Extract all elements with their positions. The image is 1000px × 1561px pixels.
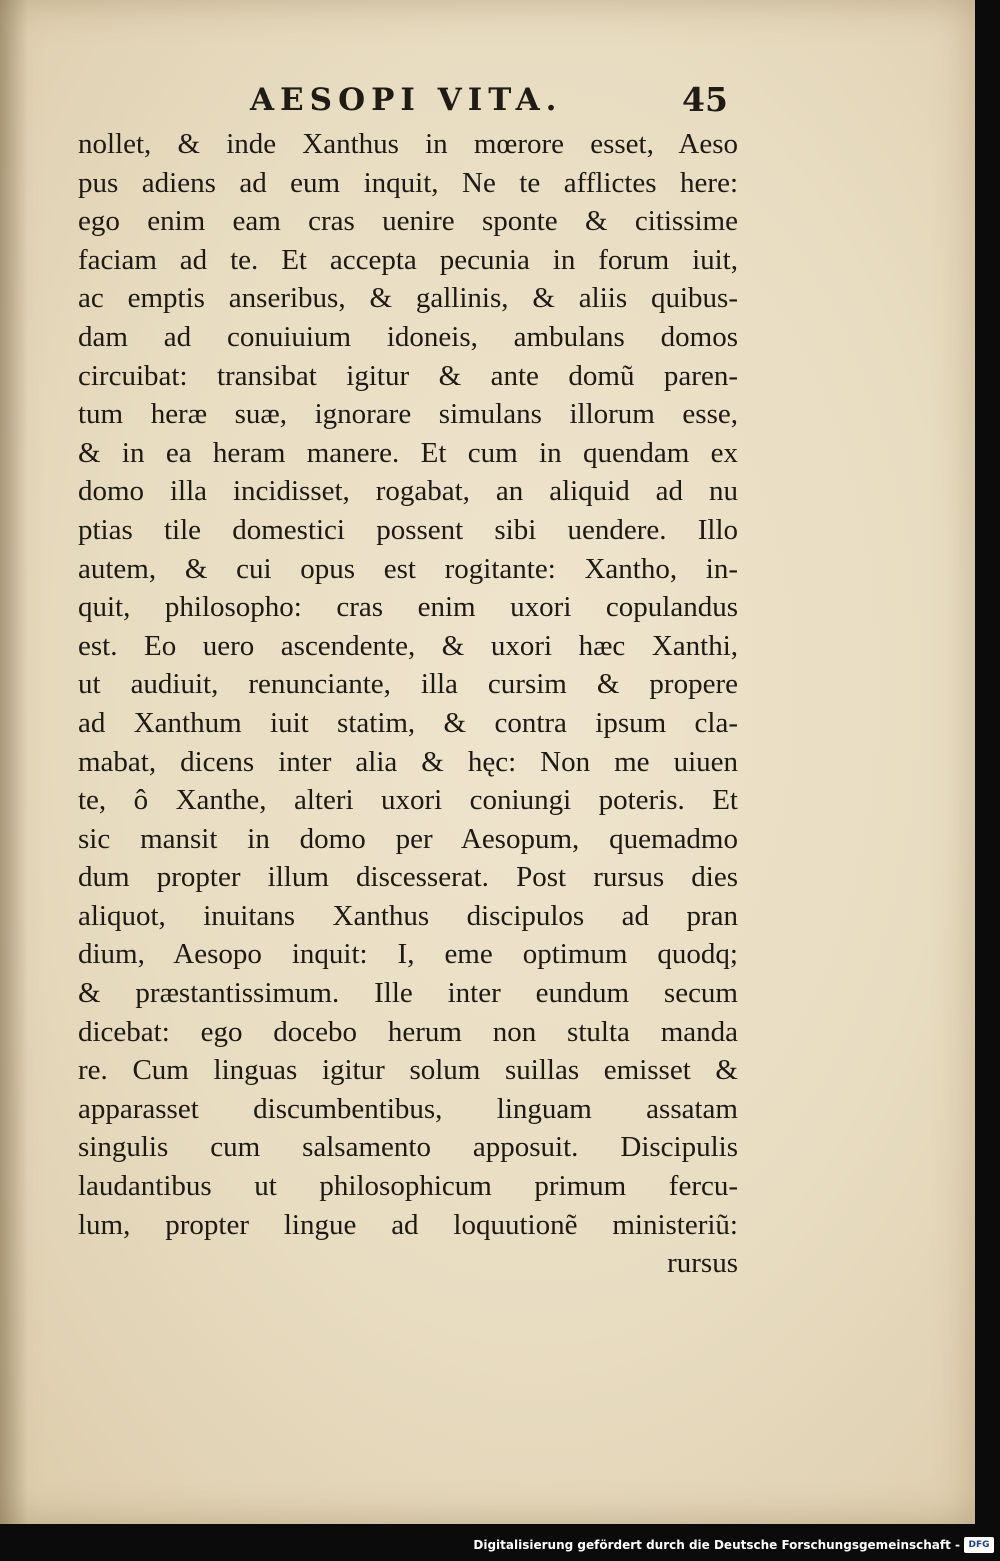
text-line: dum propter illum discesserat. Post rursus dies xyxy=(78,861,738,894)
text-line: ad Xanthum iuit statim, & contra ipsum cla- xyxy=(78,706,738,739)
text-line: ut audiuit, renunciante, illa cursim & propere xyxy=(78,668,738,701)
text-line: lum, propter lingue ad loquutionẽ ministeriũ: xyxy=(78,1208,738,1241)
text-line: re. Cum linguas igitur solum suillas emisset & xyxy=(78,1054,738,1087)
text-line: pus adiens ad eum inquit, Ne te afflictes here: xyxy=(78,166,738,199)
text-line: aliquot, inuitans Xanthus discipulos ad pran xyxy=(78,899,738,932)
text-line: autem, & cui opus est rogitante: Xantho, in- xyxy=(78,552,738,585)
text-line: laudantibus ut philosophicum primum fercu- xyxy=(78,1170,738,1203)
page-gutter-shadow xyxy=(0,0,28,1524)
funding-notice: Digitalisierung gefördert durch die Deutsche Forschungsgemeinschaft - xyxy=(473,1538,960,1552)
footer-bar xyxy=(0,1524,1000,1561)
text-line: & in ea heram manere. Et cum in quendam ex xyxy=(78,436,738,469)
text-line: quit, philosopho: cras enim uxori copulandus xyxy=(78,591,738,624)
text-line: nollet, & inde Xanthus in mœrore esset, Aeso xyxy=(78,128,738,160)
text-block xyxy=(78,125,738,1283)
text-line: faciam ad te. Et accepta pecunia in forum iuit, xyxy=(78,243,738,276)
page-number: 45 xyxy=(682,80,728,119)
text-line: te, ô Xanthe, alteri uxori coniungi poteris. Et xyxy=(78,784,738,817)
text-line: & præstantissimum. Ille inter eundum secum xyxy=(78,977,738,1010)
text-line: dicebat: ego docebo herum non stulta manda xyxy=(78,1015,738,1048)
text-line: mabat, dicens inter alia & hęc: Non me uiuen xyxy=(78,745,738,778)
text-line: ac emptis anseribus, & gallinis, & aliis quibus- xyxy=(78,282,738,315)
text-line: circuibat: transibat igitur & ante domũ paren- xyxy=(78,359,738,392)
text-line: ptias tile domestici possent sibi uendere. Illo xyxy=(78,513,738,546)
text-line: tum heræ suæ, ignorare simulans illorum esse, xyxy=(78,398,738,431)
dfg-logo-icon: DFG xyxy=(964,1537,994,1553)
text-line: singulis cum salsamento apposuit. Discipulis xyxy=(78,1131,738,1164)
catchword: rursus xyxy=(667,1247,738,1280)
text-line: domo illa incidisset, rogabat, an aliquid ad nu xyxy=(78,475,738,508)
text-line: ego enim eam cras uenire sponte & citissime xyxy=(78,205,738,238)
running-head: AESOPI VITA. xyxy=(250,82,563,118)
text-line: apparasset discumbentibus, linguam assatam xyxy=(78,1092,738,1125)
text-line: dium, Aesopo inquit: I, eme optimum quodq; xyxy=(78,938,738,971)
text-line: est. Eo uero ascendente, & uxori hæc Xanthi, xyxy=(78,629,738,662)
text-line: dam ad conuiuium idoneis, ambulans domos xyxy=(78,320,738,353)
text-line: sic mansit in domo per Aesopum, quemadmo xyxy=(78,822,738,855)
